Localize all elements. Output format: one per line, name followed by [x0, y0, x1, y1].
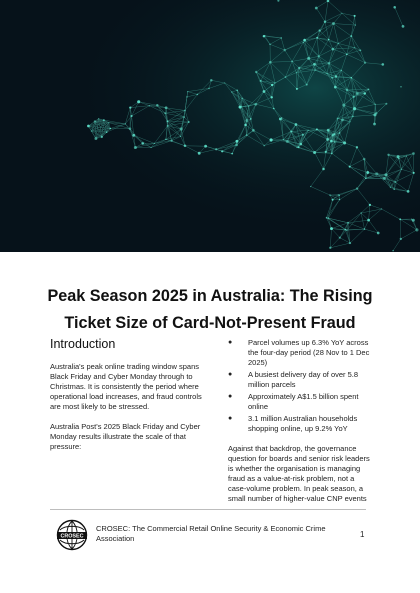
intro-paragraph: Australia Post's 2025 Black Friday and Cyber Monday results illustrate the scale of that pressure:: [50, 422, 201, 451]
right-column: [228, 338, 373, 514]
intro-paragraph: Australia's peak online trading window spans Black Friday and Cyber Monday through to Christmas. It is consistently the period where operational load increases, and fraud controls are most likely to be stressed.: [50, 362, 202, 411]
crosec-logo-icon: [56, 519, 88, 551]
body-paragraph: Against that backdrop, the governance question for boards and senior risk leaders is whether the organisation is managing fraud as a value-at-risk problem, not a case-volume problem. In peak season, a small number of higher-value CNP events: [228, 444, 370, 503]
list-item: ● 3.1 million Australian households shopping online, up 9.2% YoY: [228, 414, 373, 434]
hero-image: [0, 0, 420, 252]
footer-divider: [50, 509, 366, 510]
list-item: ● Parcel volumes up 6.3% YoY across the four-day period (28 Nov to 1 Dec 2025): [228, 338, 373, 368]
network-graphic: [0, 0, 420, 252]
section-heading: Introduction: [50, 337, 116, 351]
footer-organisation: CROSEC: The Commercial Retail Online Security & Economic Crime Association: [96, 524, 326, 543]
page-title: Peak Season 2025 in Australia: The Rising Ticket Size of Card-Not-Present Fraud: [47, 287, 373, 332]
list-item: ● Approximately A$1.5 billion spent online: [228, 392, 373, 412]
left-column: [50, 336, 210, 462]
logo-text: CROSEC: [60, 533, 84, 540]
page-number: 1: [360, 530, 365, 539]
list-item: ● A busiest delivery day of over 5.8 million parcels: [228, 370, 373, 390]
stats-list: [228, 338, 373, 434]
